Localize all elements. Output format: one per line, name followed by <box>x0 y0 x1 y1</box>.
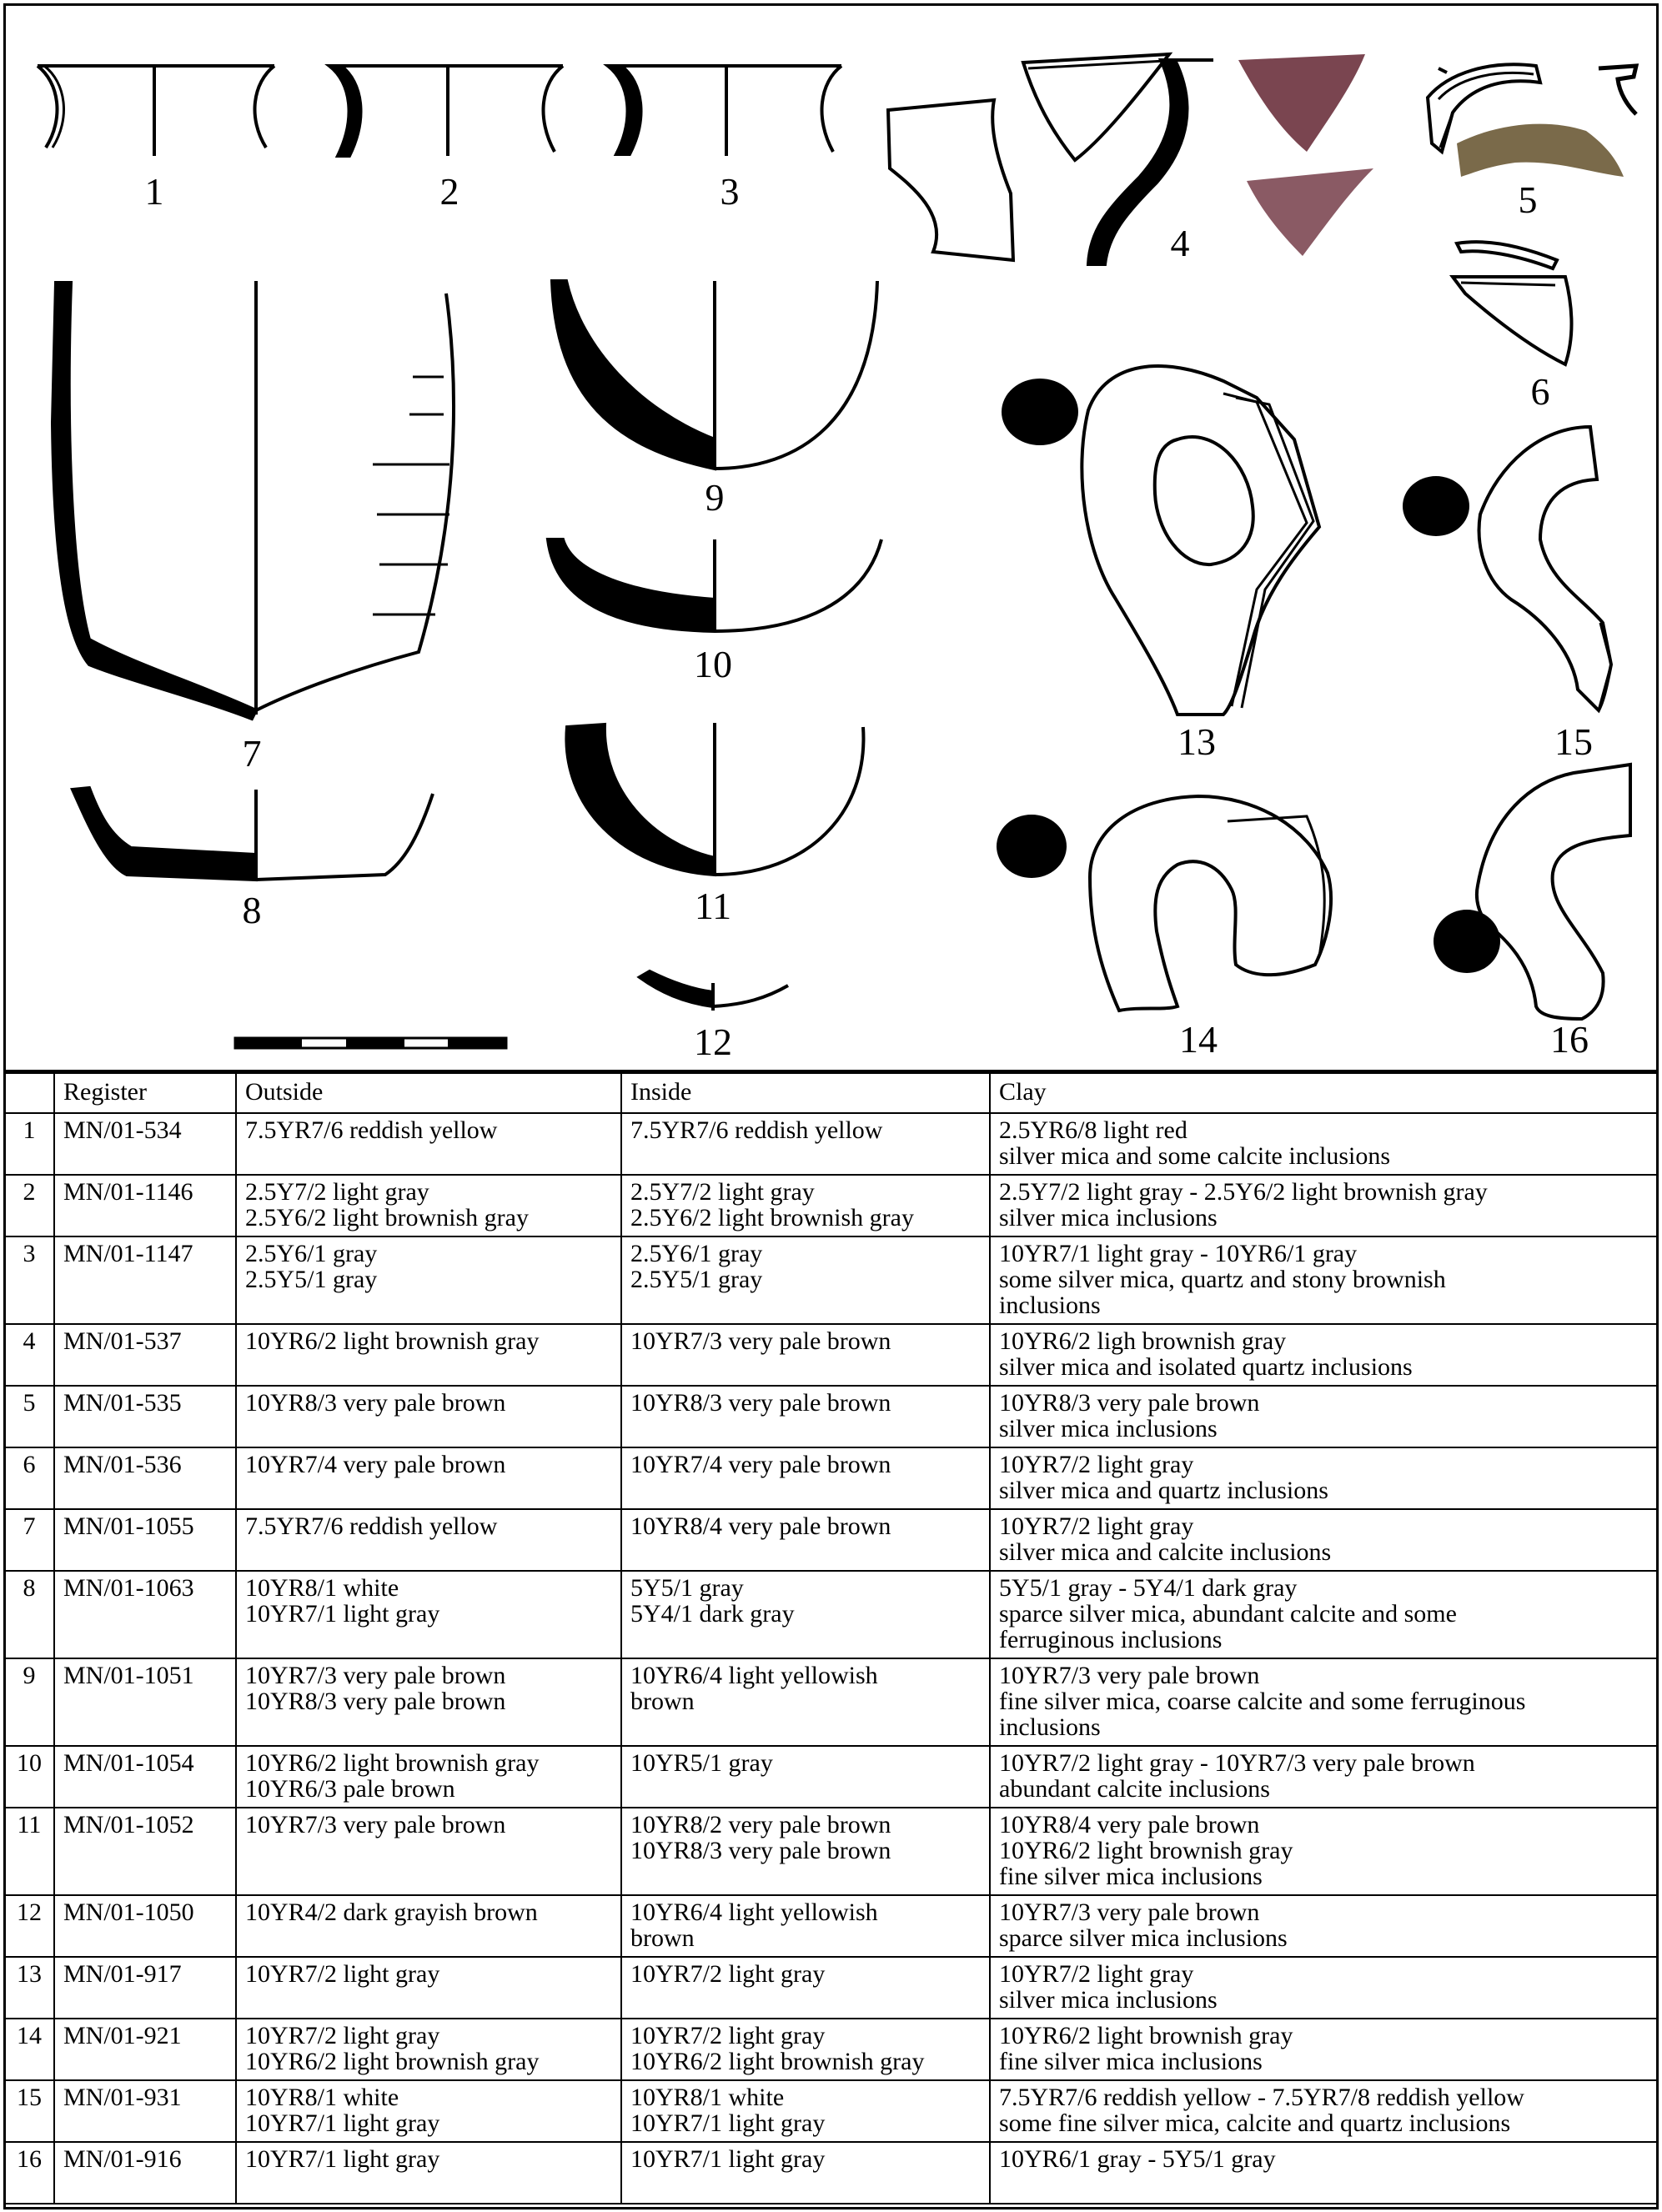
row-number: 7 <box>4 1509 54 1571</box>
column-header-outside: Outside <box>236 1073 621 1113</box>
register-cell: MN/01-1054 <box>54 1746 236 1808</box>
clay-line: 10YR8/4 very pale brown <box>999 1811 1260 1838</box>
row-number: 13 <box>4 1957 54 2019</box>
register-cell: MN/01-916 <box>54 2142 236 2204</box>
outside-line: 10YR7/1 light gray <box>245 2145 440 2173</box>
inside-line: 5Y5/1 gray <box>630 1574 744 1602</box>
clay-cell <box>990 1957 1657 2019</box>
inside-line: 10YR6/2 light brownish gray <box>630 2048 925 2075</box>
table-row <box>4 1571 1657 1658</box>
row-number: 11 <box>4 1808 54 1895</box>
inside-line: 2.5Y6/1 gray <box>630 1240 763 1267</box>
inside-cell <box>621 1957 990 2019</box>
row-number: 1 <box>4 1113 54 1175</box>
clay-cell <box>990 1509 1657 1571</box>
clay-line: silver mica inclusions <box>999 1986 1218 2014</box>
outside-line: 2.5Y6/1 gray <box>245 1240 378 1267</box>
inside-line: 7.5YR7/6 reddish yellow <box>630 1116 883 1144</box>
inside-line: 2.5Y5/1 gray <box>630 1266 763 1293</box>
outside-line: 10YR6/3 pale brown <box>245 1775 455 1803</box>
clay-line: ferruginous inclusions <box>999 1626 1223 1653</box>
table-row <box>4 1386 1657 1447</box>
table-row <box>4 1509 1657 1571</box>
register-cell: MN/01-1051 <box>54 1658 236 1746</box>
column-header-number <box>4 1073 54 1113</box>
register-cell: MN/01-535 <box>54 1386 236 1447</box>
outside-cell <box>236 1658 621 1746</box>
vessel-profile-3 <box>608 66 841 156</box>
inside-line: 10YR8/2 very pale brown <box>630 1811 891 1838</box>
clay-line: 2.5YR6/8 light red <box>999 1116 1188 1144</box>
figure-label-8: 8 <box>242 889 262 931</box>
table-row <box>4 1175 1657 1236</box>
figure-label-9: 9 <box>705 476 725 519</box>
table-header-row <box>4 1073 1657 1113</box>
catalogue-table-wrapper <box>3 1070 1659 2212</box>
vessel-profile-12 <box>640 971 788 1011</box>
clay-line: 10YR7/2 light gray <box>999 1512 1194 1540</box>
clay-line: fine silver mica inclusions <box>999 1863 1263 1890</box>
outside-line: 10YR8/1 white <box>245 2084 399 2111</box>
figure-label-13: 13 <box>1177 720 1216 763</box>
clay-cell <box>990 1746 1657 1808</box>
figure-label-3: 3 <box>720 170 740 213</box>
table-row <box>4 1236 1657 1324</box>
register-cell: MN/01-1147 <box>54 1236 236 1324</box>
outside-line: 2.5Y7/2 light gray <box>245 1178 429 1206</box>
inside-line: 10YR7/1 light gray <box>630 2109 826 2137</box>
figure-label-12: 12 <box>694 1021 732 1063</box>
inside-cell <box>621 1658 990 1746</box>
clay-line: silver mica inclusions <box>999 1204 1218 1231</box>
clay-line: 2.5Y7/2 light gray - 2.5Y6/2 light brownish gray <box>999 1178 1488 1206</box>
figure-label-7: 7 <box>242 732 262 775</box>
catalogue-table <box>3 1072 1658 2204</box>
inside-cell <box>621 1895 990 1957</box>
register-cell: MN/01-931 <box>54 2080 236 2142</box>
inside-cell <box>621 1113 990 1175</box>
inside-line: brown <box>630 1924 695 1952</box>
inside-cell <box>621 2142 990 2204</box>
clay-line: silver mica and calcite inclusions <box>999 1538 1332 1566</box>
table-row <box>4 2019 1657 2080</box>
inside-cell <box>621 1571 990 1658</box>
inside-line: 10YR7/3 very pale brown <box>630 1327 891 1355</box>
clay-cell <box>990 1658 1657 1746</box>
clay-cell <box>990 1175 1657 1236</box>
inside-line: 10YR7/4 very pale brown <box>630 1451 891 1478</box>
vessel-profile-8 <box>73 788 433 880</box>
figure-label-11: 11 <box>694 885 732 927</box>
outside-line: 10YR7/3 very pale brown <box>245 1662 506 1689</box>
figure-label-16: 16 <box>1550 1018 1589 1061</box>
outside-line: 2.5Y5/1 gray <box>245 1266 378 1293</box>
sherd-photo-5 <box>1457 124 1624 177</box>
clay-cell <box>990 1113 1657 1175</box>
inside-cell <box>621 1236 990 1324</box>
register-cell: MN/01-536 <box>54 1447 236 1509</box>
row-number: 10 <box>4 1746 54 1808</box>
figure-label-15: 15 <box>1554 720 1593 763</box>
outside-cell <box>236 2019 621 2080</box>
clay-line: sparce silver mica, abundant calcite and some <box>999 1600 1457 1628</box>
inside-cell <box>621 1324 990 1386</box>
vessel-profile-6 <box>1453 242 1572 364</box>
vessel-profile-2 <box>329 66 563 156</box>
handle-drawing-14 <box>997 796 1331 1011</box>
inside-line: 10YR7/2 light gray <box>630 1960 826 1988</box>
register-cell: MN/01-1063 <box>54 1571 236 1658</box>
figure-label-2: 2 <box>439 170 459 213</box>
clay-line: 10YR6/1 gray - 5Y5/1 gray <box>999 2145 1276 2173</box>
clay-cell <box>990 1808 1657 1895</box>
clay-cell <box>990 1895 1657 1957</box>
outside-line: 10YR6/2 light brownish gray <box>245 1749 540 1777</box>
outside-cell <box>236 1957 621 2019</box>
column-header-clay: Clay <box>990 1073 1657 1113</box>
outside-cell <box>236 1447 621 1509</box>
outside-line: 10YR8/3 very pale brown <box>245 1688 506 1715</box>
outside-line: 10YR6/2 light brownish gray <box>245 2048 540 2075</box>
clay-line: silver mica and quartz inclusions <box>999 1477 1328 1504</box>
clay-line: sparce silver mica inclusions <box>999 1924 1288 1952</box>
outside-cell <box>236 1895 621 1957</box>
column-header-inside: Inside <box>621 1073 990 1113</box>
clay-line: fine silver mica inclusions <box>999 2048 1263 2075</box>
outside-cell <box>236 1236 621 1324</box>
clay-line: silver mica inclusions <box>999 1415 1218 1442</box>
outside-cell <box>236 1386 621 1447</box>
row-number: 16 <box>4 2142 54 2204</box>
pottery-drawings <box>6 6 1656 1073</box>
inside-cell <box>621 1746 990 1808</box>
scale-bar <box>235 1038 506 1048</box>
sherd-photo-4b <box>1247 168 1373 256</box>
outside-line: 10YR7/1 light gray <box>245 1600 440 1628</box>
row-number: 8 <box>4 1571 54 1658</box>
inside-line: 10YR6/4 light yellowish <box>630 1899 878 1926</box>
register-cell: MN/01-1050 <box>54 1895 236 1957</box>
clay-line: fine silver mica, coarse calcite and some ferruginous <box>999 1688 1526 1715</box>
outside-line: 7.5YR7/6 reddish yellow <box>245 1512 498 1540</box>
outside-line: 2.5Y6/2 light brownish gray <box>245 1204 529 1231</box>
figure-label-4: 4 <box>1170 222 1190 264</box>
clay-line: silver mica and some calcite inclusions <box>999 1142 1391 1170</box>
register-cell: MN/01-1146 <box>54 1175 236 1236</box>
vessel-profile-7 <box>53 281 454 719</box>
register-cell: MN/01-921 <box>54 2019 236 2080</box>
clay-line: 10YR7/2 light gray <box>999 1451 1194 1478</box>
table-row <box>4 1447 1657 1509</box>
inside-line: 2.5Y7/2 light gray <box>630 1178 815 1206</box>
row-number: 4 <box>4 1324 54 1386</box>
clay-cell <box>990 1236 1657 1324</box>
inside-cell <box>621 1509 990 1571</box>
clay-line: 5Y5/1 gray - 5Y4/1 dark gray <box>999 1574 1298 1602</box>
row-number: 14 <box>4 2019 54 2080</box>
clay-line: 10YR7/2 light gray <box>999 1960 1194 1988</box>
inside-line: 10YR8/3 very pale brown <box>630 1837 891 1864</box>
handle-drawing-13 <box>1002 366 1319 715</box>
row-number: 2 <box>4 1175 54 1236</box>
inside-line: 10YR6/4 light yellowish <box>630 1662 878 1689</box>
figure-label-5: 5 <box>1518 178 1538 221</box>
row-number: 3 <box>4 1236 54 1324</box>
clay-line: 10YR6/2 light brownish gray <box>999 2022 1293 2049</box>
inside-line: 10YR8/3 very pale brown <box>630 1389 891 1417</box>
outside-cell <box>236 2080 621 2142</box>
clay-cell <box>990 1386 1657 1447</box>
register-cell: MN/01-537 <box>54 1324 236 1386</box>
table-row <box>4 2080 1657 2142</box>
outside-line: 10YR6/2 light brownish gray <box>245 1327 540 1355</box>
inside-line: 10YR5/1 gray <box>630 1749 773 1777</box>
inside-line: 10YR8/1 white <box>630 2084 785 2111</box>
inside-line: 10YR7/1 light gray <box>630 2145 826 2173</box>
outside-cell <box>236 1808 621 1895</box>
clay-cell <box>990 1571 1657 1658</box>
figure-label-1: 1 <box>144 170 164 213</box>
outside-line: 7.5YR7/6 reddish yellow <box>245 1116 498 1144</box>
row-number: 5 <box>4 1386 54 1447</box>
inside-cell <box>621 1386 990 1447</box>
inside-line: 10YR7/2 light gray <box>630 2022 826 2049</box>
clay-line: silver mica and isolated quartz inclusions <box>999 1353 1413 1381</box>
outside-cell <box>236 1324 621 1386</box>
outside-cell <box>236 2142 621 2204</box>
row-number: 9 <box>4 1658 54 1746</box>
clay-cell <box>990 1324 1657 1386</box>
row-number: 12 <box>4 1895 54 1957</box>
table-row <box>4 1957 1657 2019</box>
vessel-profile-4 <box>888 54 1213 264</box>
clay-line: inclusions <box>999 1713 1101 1741</box>
clay-line: some fine silver mica, calcite and quartz inclusions <box>999 2109 1511 2137</box>
inside-line: brown <box>630 1688 695 1715</box>
outside-cell <box>236 1509 621 1571</box>
table-row <box>4 1658 1657 1746</box>
clay-cell <box>990 1447 1657 1509</box>
register-cell: MN/01-917 <box>54 1957 236 2019</box>
outside-line: 10YR7/2 light gray <box>245 1960 440 1988</box>
table-row <box>4 1324 1657 1386</box>
inside-cell <box>621 1447 990 1509</box>
outside-line: 10YR4/2 dark grayish brown <box>245 1899 538 1926</box>
inside-line: 10YR8/4 very pale brown <box>630 1512 891 1540</box>
outside-line: 10YR8/3 very pale brown <box>245 1389 506 1417</box>
table-row <box>4 1113 1657 1175</box>
outside-line: 10YR8/1 white <box>245 1574 399 1602</box>
clay-cell <box>990 2142 1657 2204</box>
table-row <box>4 1808 1657 1895</box>
handle-drawing-16 <box>1434 765 1630 1019</box>
inside-line: 2.5Y6/2 light brownish gray <box>630 1204 914 1231</box>
table-row <box>4 1895 1657 1957</box>
clay-line: some silver mica, quartz and stony brownish <box>999 1266 1446 1293</box>
vessel-profile-9 <box>552 281 877 469</box>
column-header-register: Register <box>54 1073 236 1113</box>
table-row <box>4 2142 1657 2204</box>
register-cell: MN/01-1052 <box>54 1808 236 1895</box>
outside-line: 10YR7/4 very pale brown <box>245 1451 506 1478</box>
vessel-profile-10 <box>548 539 881 631</box>
clay-line: 7.5YR7/6 reddish yellow - 7.5YR7/8 reddish yellow <box>999 2084 1524 2111</box>
clay-line: 10YR7/2 light gray - 10YR7/3 very pale brown <box>999 1749 1475 1777</box>
inside-line: 5Y4/1 dark gray <box>630 1600 795 1628</box>
clay-line: 10YR6/2 light brownish gray <box>999 1837 1293 1864</box>
figure-label-6: 6 <box>1530 370 1550 413</box>
row-number: 6 <box>4 1447 54 1509</box>
vessel-profile-1 <box>38 66 274 156</box>
outside-cell <box>236 1746 621 1808</box>
inside-cell <box>621 2019 990 2080</box>
figure-label-14: 14 <box>1179 1018 1218 1061</box>
register-cell: MN/01-1055 <box>54 1509 236 1571</box>
inside-cell <box>621 2080 990 2142</box>
clay-line: 10YR7/3 very pale brown <box>999 1899 1260 1926</box>
outside-cell <box>236 1113 621 1175</box>
inside-cell <box>621 1175 990 1236</box>
clay-line: abundant calcite inclusions <box>999 1775 1270 1803</box>
clay-line: inclusions <box>999 1292 1101 1319</box>
clay-line: 10YR8/3 very pale brown <box>999 1389 1260 1417</box>
outside-line: 10YR7/1 light gray <box>245 2109 440 2137</box>
vessel-profile-11 <box>566 723 863 875</box>
table-row <box>4 1746 1657 1808</box>
clay-cell <box>990 2080 1657 2142</box>
sherd-photo-4a <box>1238 54 1365 152</box>
clay-line: 10YR6/2 ligh brownish gray <box>999 1327 1287 1355</box>
outside-line: 10YR7/3 very pale brown <box>245 1811 506 1838</box>
inside-cell <box>621 1808 990 1895</box>
handle-drawing-15 <box>1403 427 1611 710</box>
outside-cell <box>236 1571 621 1658</box>
figure-label-10: 10 <box>694 643 732 685</box>
outside-line: 10YR7/2 light gray <box>245 2022 440 2049</box>
register-cell: MN/01-534 <box>54 1113 236 1175</box>
clay-line: 10YR7/1 light gray - 10YR6/1 gray <box>999 1240 1358 1267</box>
outside-cell <box>236 1175 621 1236</box>
row-number: 15 <box>4 2080 54 2142</box>
clay-line: 10YR7/3 very pale brown <box>999 1662 1260 1689</box>
clay-cell <box>990 2019 1657 2080</box>
